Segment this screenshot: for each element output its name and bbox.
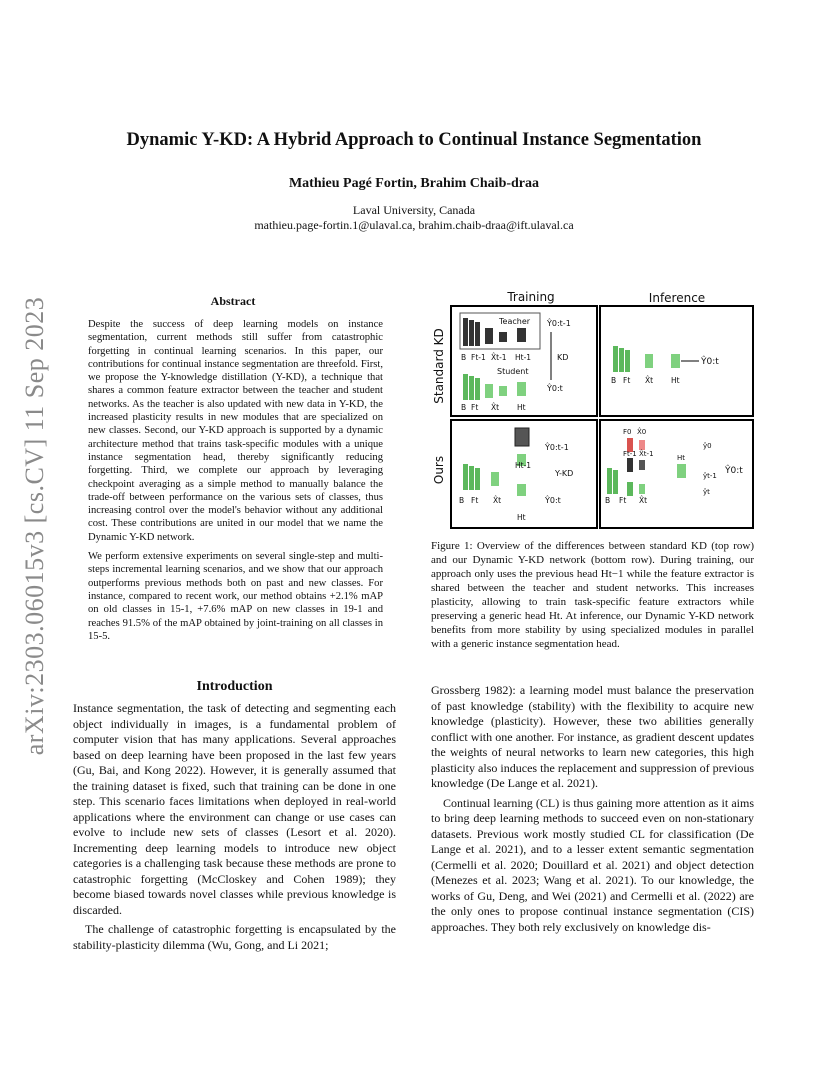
inf-ft1-label: Ft-1 bbox=[623, 450, 637, 458]
inf-yt-label: ŷt bbox=[703, 488, 710, 496]
right-column-text bbox=[431, 683, 754, 935]
student-blocks bbox=[463, 374, 526, 400]
abstract-paragraph-1: Despite the success of deep learning models on instance segmentation, current methods still suffer from catastrophic forgetting in continual learning scenarios. In this paper, our contributions for continual instance segmentation are threefold. First, we propose the Y-knowledge distillation (Y-KD), a technique that shares a common feature extractor between the teacher and student networks. As the teacher is also updated with new data in Y-KD, the increased plasticity results in new modules that are specialized on new classes. Second, our Y-KD approach is supported by a dynamic architecture method that trains task-specific modules with a unique instance segmentation head, thereby significantly reducing forgetting. Third, we complete our approach by leveraging checkpoint averaging as a simple method to manually balance the trade-off between performance on the various sets of classes, thus increasing control over the model's behavior without any additional cost. These contributions are united in our model that we name the Dynamic Y-KD network. bbox=[88, 319, 383, 543]
abstract bbox=[88, 318, 383, 649]
arxiv-identifier: arXiv:2303.06015v3 [cs.CV] 11 Sep 2023 bbox=[20, 296, 49, 756]
teacher-backbone-label: B bbox=[461, 353, 467, 362]
ykd-label: Y-KD bbox=[555, 469, 574, 478]
student-output: Ŷ0:t bbox=[547, 384, 563, 393]
paper-authors: Mathieu Pagé Fortin, Brahim Chaib-draa bbox=[288, 176, 540, 191]
ours-inf-feature-label: Ft bbox=[619, 496, 627, 505]
col-training-label: Training bbox=[507, 290, 555, 304]
col-inference-label: Inference bbox=[648, 291, 706, 305]
row-ours-label: Ours bbox=[432, 455, 446, 485]
right-paragraph-2: Continual learning (CL) is thus gaining more attention as it aims to bring deep learning methods to succeed even on non-stationary datasets. Previous work mostly studied CL for classification (De Lange et al. 2021), and to a lesser extent semantic segmentation (Cermelli et al. 2020; Douillard et al. 2021) and object detection (Menezes et al. 2023; Wang et al. 2021). To our knowledge, the works of Gu, Deng, and Wei (2021) and Cermelli et al. (2022) are the only ones to propose continual instance segmentation (CIS) approaches. They both rely exclusively on knowledge dis- bbox=[431, 795, 754, 934]
kd-label: KD bbox=[557, 353, 569, 362]
introduction-heading: Introduction bbox=[196, 679, 273, 694]
inf-standard-feature-label: Ft bbox=[623, 376, 631, 385]
right-paragraph-1: Grossberg 1982): a learning model must balance the preservation of past knowledge (stability) with the flexibility to acquire new knowledge (plasticity). However, these two abilities generally conflict with one another. For instance, as gradient descent updates the weights of neural networks to learn new categories, this high plasticity also induces the replacement and suppression of previous knowledge (De Lange et al. 2021). bbox=[431, 683, 754, 790]
inf-xt1-label: X̂t-1 bbox=[639, 450, 654, 458]
inference-standard-blocks bbox=[613, 346, 680, 372]
teacher-head-label: Ht-1 bbox=[515, 353, 532, 362]
ours-backbone-label: B bbox=[459, 496, 465, 505]
student-backbone-label: B bbox=[461, 403, 467, 412]
ours-inference-blocks bbox=[607, 438, 686, 496]
figure-1-caption: Figure 1: Overview of the differences between standard KD (top row) and our Dynamic Y-KD network (bottom row). During training, our approach only uses the previous head Ht−1 while the feature extractor is shared between the teacher and student networks. This increases plasticity, allowing to train task-specific feature extractors while preserving a generic head Ht. At inference, our Dynamic Y-KD network benefits from more stability by using specialized modules in parallel with a generic instance segmentation head. bbox=[431, 540, 754, 650]
teacher-output: Ŷ0:t-1 bbox=[547, 319, 571, 328]
inf-x0-label: X̂0 bbox=[637, 428, 647, 436]
ours-x-label: X̂t bbox=[493, 496, 502, 505]
student-feature-label: Ft bbox=[471, 403, 479, 412]
author-emails: mathieu.page-fortin.1@ulaval.ca, brahim.chaib-draa@ift.ulaval.ca bbox=[254, 218, 574, 232]
figure-1 bbox=[427, 288, 757, 532]
teacher-label: Teacher bbox=[499, 317, 531, 326]
ours-inf-x-label: X̂t bbox=[639, 496, 648, 505]
ours-inference-output: Ŷ0:t bbox=[725, 466, 743, 476]
inf-f0-label: F0 bbox=[623, 428, 632, 436]
intro-paragraph-1: Instance segmentation, the task of detecting and segmenting each object individually in images, is a fundamental problem of computer vision that has many applications. Several approaches based on deep learning have been proposed in the last few years (Gu, Bai, and Kong 2022). However, it is generally assumed that the training dataset is fixed, such that training can be done in one step. This scenario faces limitations when deployed in real-world applications where the environment can change or use cases can evolve to include new sets of classes (Lesort et al. 2020). Incrementing deep learning models to introduce new object categories is a challenging task because these methods are prone to catastrophic forgetting (McCloskey and Cohen 1989); they become biased towards novel classes while previous knowledge is discarded. bbox=[73, 701, 396, 917]
abstract-heading: Abstract bbox=[210, 294, 256, 308]
intro-paragraph-2: The challenge of catastrophic forgetting is encapsulated by the stability-plasticity dilemma (Wu, Gong, and Li 2021; bbox=[73, 922, 396, 952]
left-column-text bbox=[73, 701, 396, 953]
teacher-feature-label: Ft-1 bbox=[471, 353, 486, 362]
ours-inf-backbone-label: B bbox=[605, 496, 611, 505]
figure-1-diagram bbox=[427, 288, 757, 532]
ours-feature-label: Ft bbox=[471, 496, 479, 505]
inf-y0-label: ŷ0 bbox=[703, 442, 712, 450]
abstract-paragraph-2: We perform extensive experiments on several single-step and multi-steps incremental learning scenarios, and we show that our approach outperforms previous methods both on past and new classes. For instance, compared to recent work, our method obtains +2.1% mAP on old classes in 15-1, +7.6% mAP on new classes in 19-1 and reaches 91.5% of the mAP obtained by joint-training on all classes in 15-5. bbox=[88, 551, 383, 642]
inf-standard-head-label: Ht bbox=[671, 376, 680, 385]
affiliation-block bbox=[60, 203, 768, 233]
row-standard-label: Standard KD bbox=[432, 328, 446, 404]
student-head-label: Ht bbox=[517, 403, 526, 412]
paper-title: Dynamic Y-KD: A Hybrid Approach to Continual Instance Segmentation bbox=[126, 130, 702, 150]
ours-prev-head-label: Ht-1 bbox=[515, 461, 532, 470]
inf-yt1-label: ŷt-1 bbox=[703, 472, 717, 480]
student-x-label: X̂t bbox=[491, 403, 500, 412]
teacher-x-label: X̂t-1 bbox=[491, 353, 507, 362]
ours-head-label: Ht bbox=[517, 513, 526, 522]
inference-standard-output: Ŷ0:t bbox=[701, 357, 719, 367]
inf-standard-x-label: X̂t bbox=[645, 376, 654, 385]
inf-h-label: Ht bbox=[677, 454, 686, 462]
ours-cur-output: Ŷ0:t bbox=[545, 496, 561, 505]
inf-standard-backbone-label: B bbox=[611, 376, 617, 385]
ours-prev-output: Ŷ0:t-1 bbox=[545, 443, 569, 452]
student-label: Student bbox=[497, 367, 529, 376]
affiliation: Laval University, Canada bbox=[352, 203, 476, 217]
